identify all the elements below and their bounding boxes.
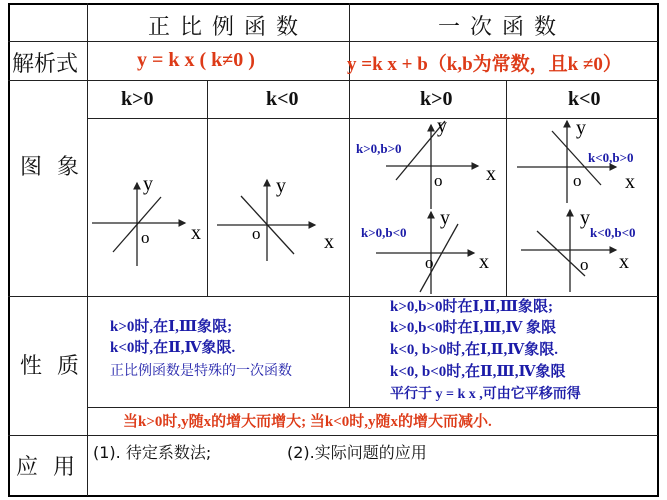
svg-text:y: y bbox=[580, 207, 590, 229]
svg-text:o: o bbox=[580, 255, 589, 274]
axes-prop-kneg bbox=[217, 175, 334, 261]
svg-text:y: y bbox=[437, 115, 447, 137]
svg-text:o: o bbox=[141, 228, 150, 247]
prop-proportional-line-2: k<0时,在Ⅱ,Ⅳ象限. bbox=[110, 340, 236, 356]
k-positive-lin-heading: k>0 bbox=[420, 88, 453, 110]
svg-text:o: o bbox=[252, 224, 261, 243]
application-item-1: (1). 待定系数法; bbox=[93, 443, 212, 462]
svg-text:o: o bbox=[434, 171, 443, 190]
axes-prop-kpos bbox=[92, 173, 201, 266]
row-label-graph: 图 象 bbox=[20, 155, 83, 180]
formula-proportional: y = k x ( k≠0 ) bbox=[137, 49, 255, 71]
prop-linear-line-4: k<0, b<0时,在Ⅱ,Ⅲ,Ⅳ象限 bbox=[390, 364, 566, 380]
prop-linear-line-2: k>0,b<0时在Ⅰ,Ⅲ,Ⅳ 象限 bbox=[390, 320, 557, 336]
row-label-application: 应 用 bbox=[16, 455, 79, 480]
svg-text:y: y bbox=[276, 175, 286, 197]
svg-text:x: x bbox=[486, 163, 496, 185]
k-negative-lin-heading: k<0 bbox=[568, 88, 601, 110]
svg-text:x: x bbox=[625, 171, 635, 193]
case-label-kpos-bneg: k>0,b<0 bbox=[361, 225, 407, 240]
svg-text:x: x bbox=[479, 251, 489, 273]
svg-text:x: x bbox=[324, 231, 334, 253]
application-item-2: (2).实际问题的应用 bbox=[287, 443, 427, 462]
svg-text:x: x bbox=[619, 251, 629, 273]
row-label-properties: 性 质 bbox=[20, 354, 83, 379]
header-linear: 一次函数 bbox=[438, 15, 567, 40]
axes-lin-kpos-bneg bbox=[376, 207, 489, 294]
svg-text:o: o bbox=[425, 253, 434, 272]
case-label-kneg-bpos: k<0,b>0 bbox=[588, 150, 634, 165]
axes-lin-kneg-bneg bbox=[521, 207, 629, 292]
prop-proportional-line-3: 正比例函数是特殊的一次函数 bbox=[110, 363, 292, 379]
prop-linear-line-3: k<0, b>0时,在Ⅰ,Ⅱ,Ⅳ象限. bbox=[390, 342, 558, 358]
svg-text:y: y bbox=[143, 173, 153, 195]
svg-text:y: y bbox=[576, 117, 586, 139]
prop-linear-line-1: k>0,b>0时在Ⅰ,Ⅱ,Ⅲ象限; bbox=[390, 299, 553, 315]
svg-text:x: x bbox=[191, 222, 201, 244]
svg-text:y: y bbox=[440, 207, 450, 229]
axes-lin-kpos-bpos bbox=[386, 115, 496, 209]
formula-linear: y =k x + b（k,b为常数，且k ≠0） bbox=[347, 54, 622, 75]
row-label-formula: 解析式 bbox=[12, 52, 79, 77]
prop-proportional-line-1: k>0时,在Ⅰ,Ⅲ象限; bbox=[110, 319, 233, 335]
prop-linear-line-5: 平行于 y = k x ,可由它平移而得 bbox=[390, 387, 581, 402]
k-positive-prop-heading: k>0 bbox=[121, 88, 154, 110]
header-proportional: 正比例函数 bbox=[148, 15, 309, 40]
svg-text:o: o bbox=[573, 171, 582, 190]
prop-common-monotonicity: 当k>0时,y随x的增大而增大; 当k<0时,y随x的增大而减小. bbox=[123, 414, 492, 430]
k-negative-prop-heading: k<0 bbox=[266, 88, 299, 110]
case-label-kpos-bpos: k>0,b>0 bbox=[356, 141, 402, 156]
case-label-kneg-bneg: k<0,b<0 bbox=[590, 225, 636, 240]
